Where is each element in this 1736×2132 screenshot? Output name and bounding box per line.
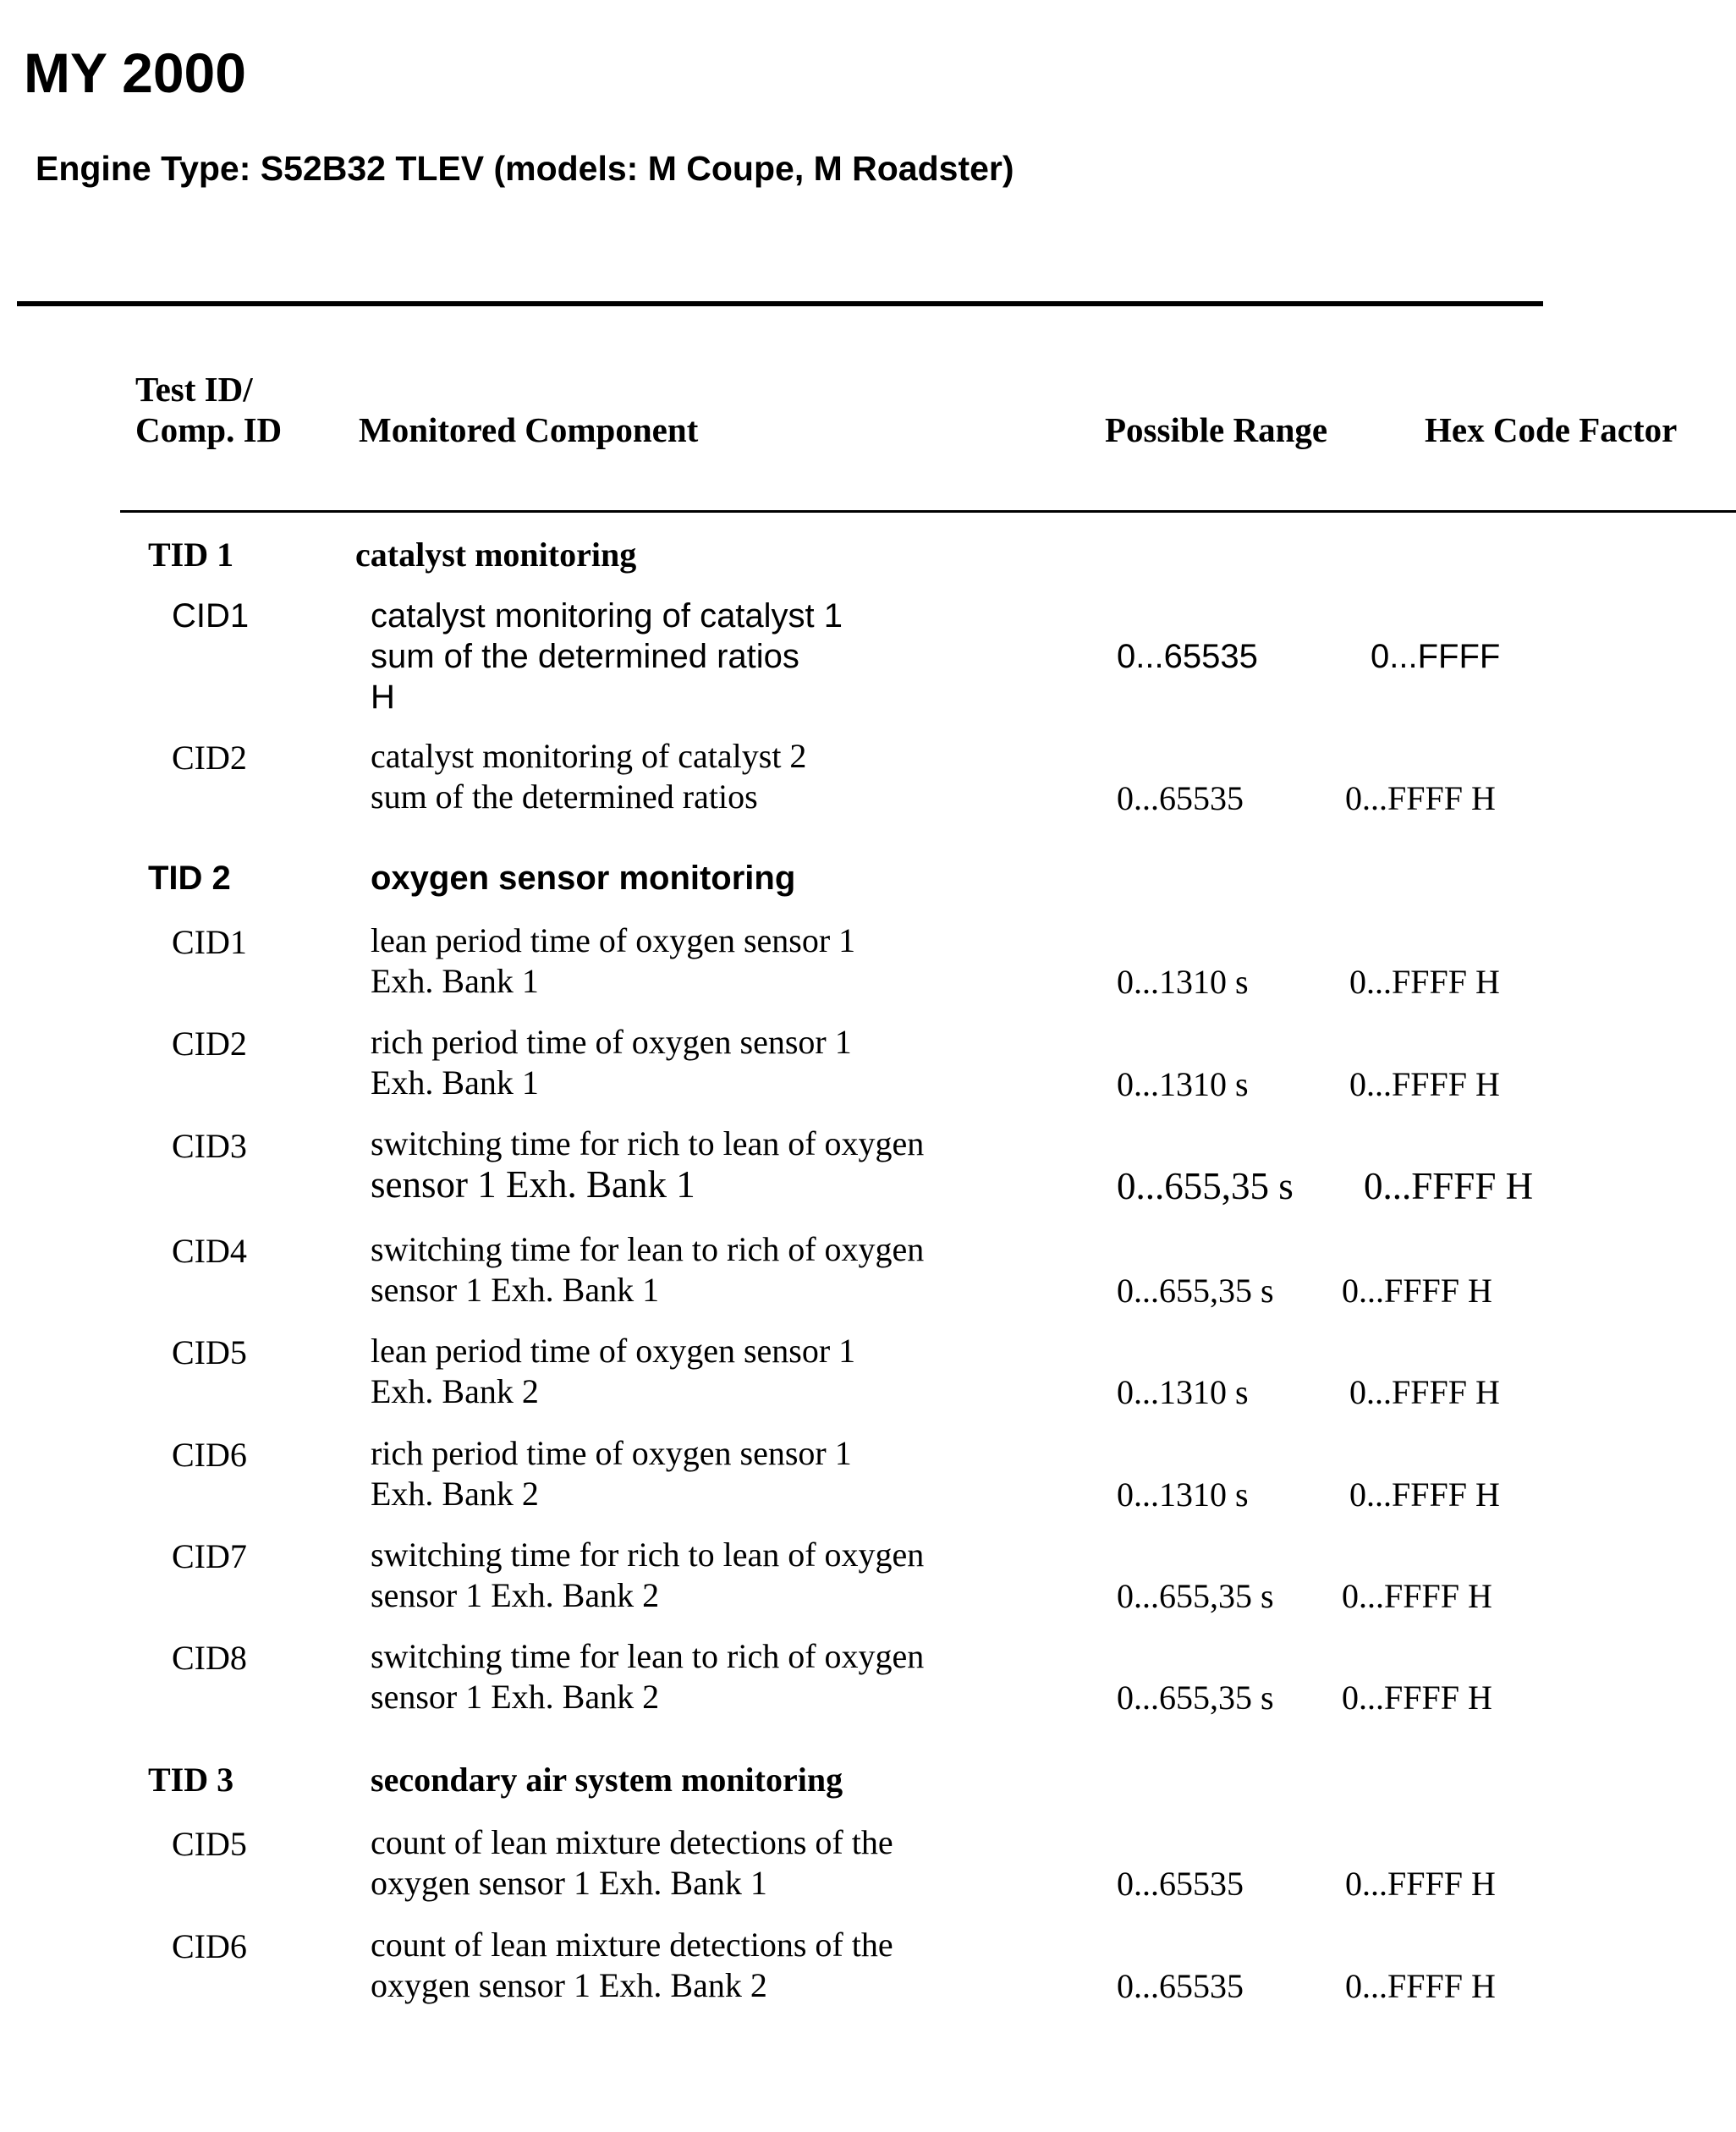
hex-value: 0...FFFF H (1364, 1165, 1534, 1207)
cid-label: CID7 (172, 1537, 247, 1575)
cid-label: CID1 (172, 923, 247, 961)
component-description: lean period time of oxygen sensor 1 Exh. Bank 2 (371, 1332, 856, 1410)
hex-value: 0...FFFF H (1349, 963, 1500, 1001)
tid-label: TID 2 (148, 860, 231, 897)
range-value: 0...655,35 s (1117, 1679, 1274, 1717)
header-divider (17, 301, 1543, 306)
range-value: 0...655,35 s (1117, 1165, 1294, 1207)
page-title: MY 2000 (24, 41, 246, 104)
cid-label: CID3 (172, 1127, 247, 1165)
hex-value: 0...FFFF H (1342, 1272, 1492, 1310)
hex-value: 0...FFFF H (1349, 1373, 1500, 1411)
component-description: switching time for rich to lean of oxygen sensor 1 Exh. Bank 2 (371, 1536, 925, 1614)
engine-type: Engine Type: S52B32 TLEV (models: M Coupe, M Roadster) (36, 149, 1014, 188)
cid-label: CID2 (172, 739, 247, 777)
hex-value: 0...FFFF H (1345, 1865, 1496, 1903)
hex-value: 0...FFFF H (1345, 1967, 1496, 2005)
section-title: catalyst monitoring (355, 536, 637, 574)
cid-label: CID2 (172, 1025, 247, 1063)
range-value: 0...65535 (1117, 1967, 1244, 2005)
column-header-component: Monitored Component (359, 410, 699, 449)
range-value: 0...1310 s (1117, 1373, 1249, 1411)
tid-label: TID 1 (148, 536, 234, 574)
range-value: 0...65535 (1117, 779, 1244, 817)
hex-value: 0...FFFF H (1349, 1475, 1500, 1514)
column-header-test-id: Test ID/ Comp. ID (135, 370, 283, 449)
table-header-divider (120, 510, 1736, 513)
range-value: 0...655,35 s (1117, 1577, 1274, 1615)
range-value: 0...65535 (1117, 638, 1258, 675)
component-description: switching time for rich to lean of oxygen sensor 1 Exh. Bank 1 (371, 1124, 925, 1206)
column-header-hex: Hex Code Factor (1425, 410, 1678, 449)
cid-label: CID8 (172, 1639, 247, 1677)
component-description: count of lean mixture detections of the oxygen sensor 1 Exh. Bank 1 (371, 1823, 893, 1902)
component-description: switching time for lean to rich of oxygen sensor 1 Exh. Bank 1 (371, 1230, 925, 1309)
section-title: secondary air system monitoring (371, 1761, 843, 1799)
hex-value: 0...FFFF H (1345, 779, 1496, 817)
cid-label: CID6 (172, 1927, 247, 1965)
hex-value: 0...FFFF H (1349, 1065, 1500, 1103)
component-description: count of lean mixture detections of the oxygen sensor 1 Exh. Bank 2 (371, 1926, 893, 2004)
component-description: catalyst monitoring of catalyst 1 sum of the determined ratios H (371, 597, 843, 716)
component-description: switching time for lean to rich of oxygen sensor 1 Exh. Bank 2 (371, 1637, 925, 1716)
range-value: 0...65535 (1117, 1865, 1244, 1903)
hex-value: 0...FFFF H (1342, 1679, 1492, 1717)
component-description: catalyst monitoring of catalyst 2 sum of the determined ratios (371, 737, 807, 816)
range-value: 0...1310 s (1117, 1475, 1249, 1514)
cid-label: CID5 (172, 1333, 247, 1371)
range-value: 0...1310 s (1117, 1065, 1249, 1103)
section-title: oxygen sensor monitoring (371, 860, 796, 897)
hex-value: 0...FFFF H (1342, 1577, 1492, 1615)
component-description: rich period time of oxygen sensor 1 Exh. Bank 2 (371, 1434, 852, 1513)
component-description: rich period time of oxygen sensor 1 Exh. Bank 1 (371, 1023, 852, 1102)
column-header-range: Possible Range (1105, 410, 1328, 449)
component-description: lean period time of oxygen sensor 1 Exh. Bank 1 (371, 921, 856, 1000)
hex-value: 0...FFFF (1371, 638, 1501, 675)
range-value: 0...655,35 s (1117, 1272, 1274, 1310)
cid-label: CID6 (172, 1436, 247, 1474)
cid-label: CID4 (172, 1232, 247, 1270)
cid-label: CID5 (172, 1825, 247, 1863)
tid-label: TID 3 (148, 1761, 234, 1799)
range-value: 0...1310 s (1117, 963, 1249, 1001)
cid-label: CID1 (172, 597, 250, 635)
